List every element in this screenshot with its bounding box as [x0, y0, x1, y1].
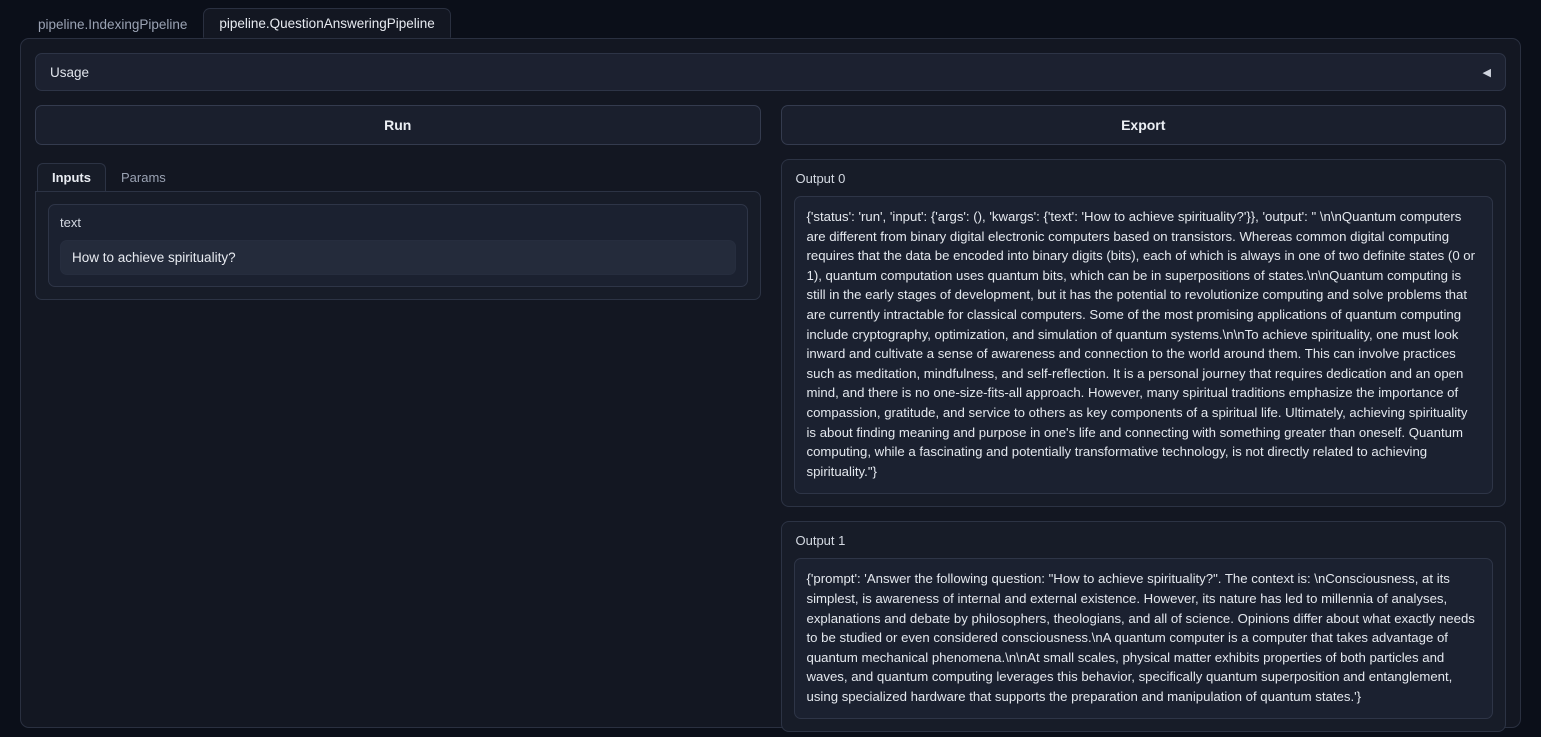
input-tabbar	[35, 163, 761, 191]
text-field-group	[48, 204, 748, 287]
text-field-label: text	[60, 215, 81, 230]
export-button[interactable]	[781, 105, 1507, 145]
usage-accordion[interactable]	[35, 53, 1506, 91]
inputs-panel	[35, 191, 761, 300]
export-button-label: Export	[1121, 117, 1166, 133]
run-button-label: Run	[384, 117, 412, 133]
left-column	[35, 105, 761, 300]
tab-label: pipeline.QuestionAnsweringPipeline	[219, 16, 435, 31]
output-block-0	[781, 159, 1507, 507]
tab-inputs[interactable]	[37, 163, 106, 191]
tab-question-answering-pipeline[interactable]	[203, 8, 450, 38]
panel-columns	[35, 105, 1506, 732]
output-0-title: Output 0	[795, 171, 846, 186]
tab-params[interactable]	[106, 163, 181, 191]
collapse-left-arrow-icon[interactable]: ◀	[1482, 66, 1491, 79]
text-input[interactable]	[60, 240, 736, 275]
run-button[interactable]	[35, 105, 761, 145]
tab-label: pipeline.IndexingPipeline	[38, 17, 188, 32]
tab-inputs-label: Inputs	[52, 170, 91, 185]
pipeline-panel	[20, 38, 1521, 728]
right-column	[781, 105, 1507, 732]
output-0-text: {'status': 'run', 'input': {'args': (), 'kwargs': {'text': 'How to achieve spirituality?'}}, 'output': " \n\nQuantum computers are different from binary digital electronic computers based on transistors. Whereas common digital computing requires that the data be encoded into binary digits (bits), each of which is always in one of two definite states (0 or 1), quantum computation uses quantum bits, which can be in superpositions of states.\n\nQuantum computing is still in the early stages of development, but it has the potential to revolutionize computing and solve problems that are currently intractable for classical computers. Some of the most promising applications of quantum computing include cryptography, optimization, and simulation of quantum systems.\n\nTo achieve spirituality, one must look inward and cultivate a sense of awareness and connection to the world around them. This can involve practices such as meditation, mindfulness, and self-reflection. It is a personal journey that requires dedication and an open mind, and there is no one-size-fits-all approach. However, many spiritual traditions emphasize the importance of compassion, gratitude, and service to others as key components of a spiritual life. Ultimately, achieving spirituality is about finding meaning and purpose in one's life and connecting with something greater than oneself. Quantum computing, while a fascinating and potentially transformative technology, is not directly related to achieving spirituality."}	[794, 196, 1494, 494]
output-1-title: Output 1	[795, 533, 846, 549]
tab-params-label: Params	[121, 170, 166, 185]
output-1-text: {'prompt': 'Answer the following question: "How to achieve spirituality?". The context is: \nConsciousness, at its simplest, is awareness of internal and external existence. However, its nature has led to millennia of analyses, explanations and debate by philosophers, theologians, and all of science. Opinions differ about what exactly needs to be studied or even considered consciousness.\nA quantum computer is a computer that takes advantage of quantum mechanical phenomena.\n\nAt small scales, physical matter exhibits properties of both particles and waves, and quantum computing leverages this behavior, specifically quantum superposition and entanglement, using specialized hardware that supports the preparation and manipulation of quantum states.'}	[794, 558, 1494, 719]
pipeline-tabbar	[0, 0, 1541, 38]
tab-indexing-pipeline[interactable]	[22, 9, 203, 38]
usage-label: Usage	[50, 64, 90, 80]
output-block-1	[781, 521, 1507, 732]
